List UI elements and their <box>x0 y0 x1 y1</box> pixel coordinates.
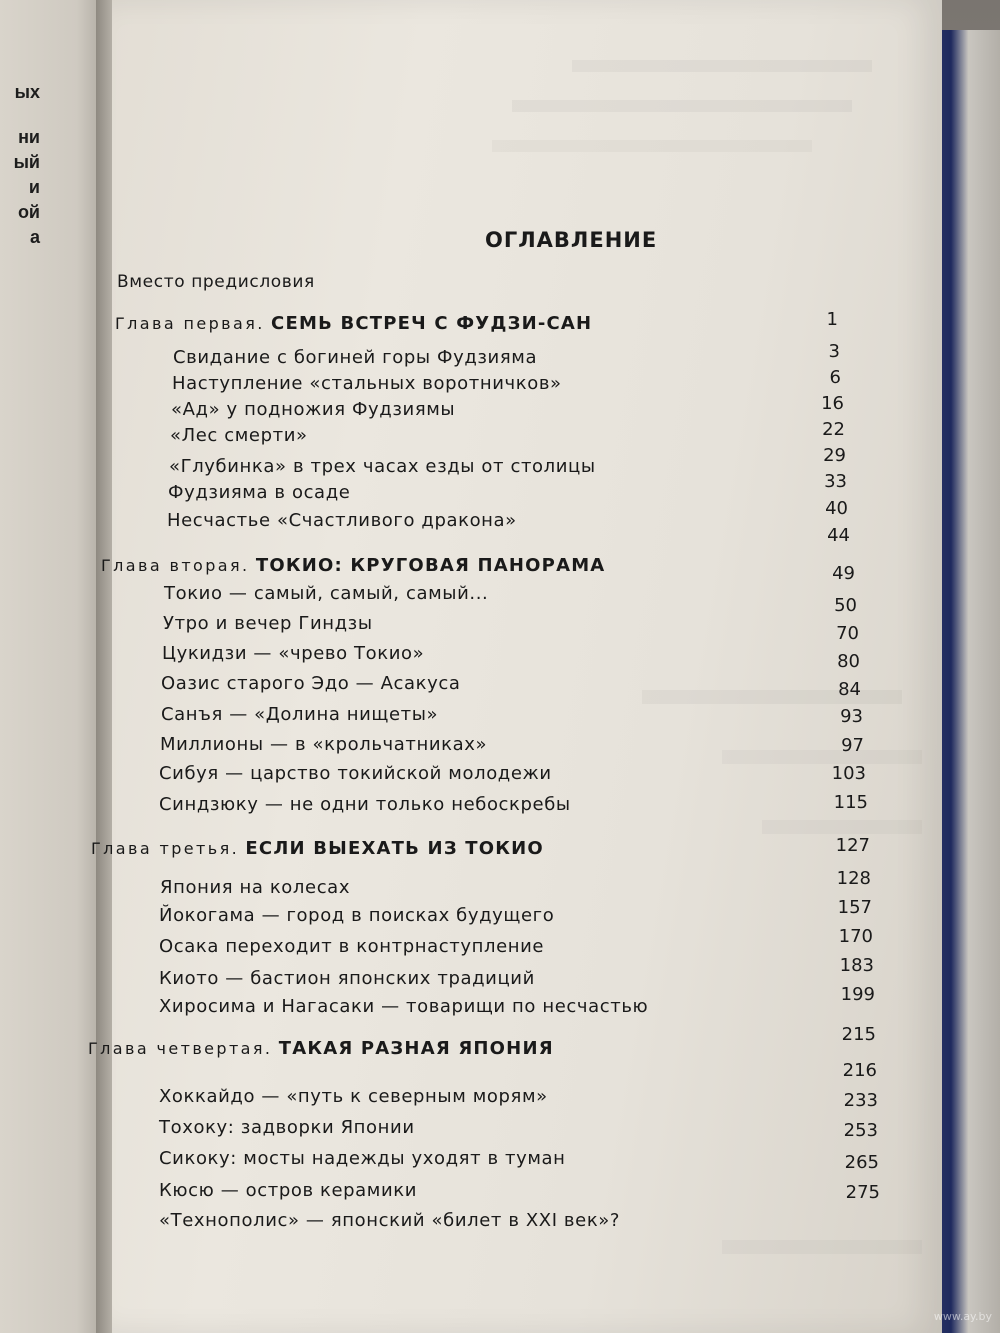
chapter-title: СЕМЬ ВСТРЕЧ С ФУДЗИ-САН <box>271 313 593 334</box>
toc-item: Санъя — «Долина нищеты» <box>161 704 439 725</box>
watermark: www.ay.by <box>933 1310 992 1323</box>
toc-item: Цукидзи — «чрево Токио» <box>162 643 425 664</box>
toc-item: Наступление «стальных воротничков» <box>172 373 562 394</box>
chapter-title: ТАКАЯ РАЗНАЯ ЯПОНИЯ <box>278 1038 554 1059</box>
page-number: 128 <box>836 868 871 889</box>
chapter-heading <box>88 1038 554 1059</box>
chapter-prefix: Глава третья. <box>91 839 240 858</box>
toc-item: Фудзияма в осаде <box>168 482 351 503</box>
page-number: 265 <box>844 1152 879 1173</box>
chapter-heading <box>115 313 592 334</box>
page-number: 275 <box>845 1182 880 1203</box>
toc-item: Оазис старого Эдо — Асакуса <box>161 673 461 694</box>
page-number: 216 <box>842 1060 877 1081</box>
chapter-title: ТОКИО: КРУГОВАЯ ПАНОРАМА <box>255 555 606 576</box>
page-number: 170 <box>838 926 873 947</box>
page-number: 97 <box>841 735 864 756</box>
toc-title: ОГЛАВЛЕНИЕ <box>485 228 658 252</box>
toc-item: Токио — самый, самый, самый... <box>164 583 489 604</box>
page-number: 16 <box>821 393 844 414</box>
page-number: 49 <box>832 563 855 584</box>
page-number: 3 <box>828 341 840 362</box>
previous-page-fragment: ый <box>13 152 40 172</box>
toc-item: Йокогама — город в поисках будущего <box>159 905 555 926</box>
page-number: 22 <box>822 419 845 440</box>
toc-item: Несчастье «Счастливого дракона» <box>167 510 517 531</box>
previous-page-fragment: ни <box>18 127 40 147</box>
chapter-prefix: Глава первая. <box>115 314 265 333</box>
toc-item: Свидание с богиней горы Фудзияма <box>173 347 538 368</box>
page-number: 199 <box>840 984 875 1005</box>
page-number: 44 <box>827 525 850 546</box>
page-number: 233 <box>843 1090 878 1111</box>
toc-item: Сикоку: мосты надежды уходят в туман <box>159 1148 566 1169</box>
chapter-prefix: Глава четвертая. <box>88 1039 273 1058</box>
page-number: 70 <box>836 623 859 644</box>
page-number: 215 <box>841 1024 876 1045</box>
previous-page-fragment: ых <box>14 82 40 102</box>
toc-item: Утро и вечер Гиндзы <box>163 613 373 634</box>
toc-item: Хоккайдо — «путь к северным морям» <box>159 1086 548 1107</box>
page-number: 183 <box>839 955 874 976</box>
toc-intro: Вместо предисловия <box>117 272 315 292</box>
page-number: 84 <box>838 679 861 700</box>
page-number: 33 <box>824 471 847 492</box>
toc-item: Синдзюку — не одни только небоскребы <box>159 794 571 815</box>
toc-item: Киото — бастион японских традиций <box>159 968 535 989</box>
chapter-heading <box>91 838 544 859</box>
toc-item: «Технополис» — японский «билет в XXI век»? <box>159 1210 621 1231</box>
chapter-title: ЕСЛИ ВЫЕХАТЬ ИЗ ТОКИО <box>245 838 544 859</box>
page-number: 80 <box>837 651 860 672</box>
page-number: 253 <box>843 1120 878 1141</box>
page-number: 115 <box>833 792 868 813</box>
page-number: 93 <box>840 706 863 727</box>
toc-item: «Ад» у подножия Фудзиямы <box>171 399 456 420</box>
page-number: 1 <box>826 309 838 330</box>
toc-item: Хиросима и Нагасаки — товарищи по несчастью <box>159 996 649 1017</box>
toc-item: Япония на колесах <box>160 877 351 898</box>
previous-page-fragment: и <box>28 177 40 197</box>
toc-item: Тохоку: задворки Японии <box>159 1117 415 1138</box>
page-number: 6 <box>829 367 841 388</box>
toc-item: «Лес смерти» <box>170 425 308 446</box>
page-number: 127 <box>835 835 870 856</box>
chapter-prefix: Глава вторая. <box>101 556 250 575</box>
toc-item: Миллионы — в «крольчатниках» <box>160 734 488 755</box>
page-number: 40 <box>825 498 848 519</box>
toc-item: «Глубинка» в трех часах езды от столицы <box>169 456 596 477</box>
toc-item: Сибуя — царство токийской молодежи <box>159 763 552 784</box>
page-number: 157 <box>837 897 872 918</box>
chapter-heading <box>101 555 605 576</box>
toc-item: Осака переходит в контрнаступление <box>159 936 545 957</box>
page-number: 50 <box>834 595 857 616</box>
previous-page-fragment: ой <box>17 202 40 222</box>
toc-item: Кюсю — остров керамики <box>159 1180 418 1201</box>
previous-page-fragment: а <box>29 227 40 247</box>
page-number: 103 <box>831 763 866 784</box>
page-number: 29 <box>823 445 846 466</box>
